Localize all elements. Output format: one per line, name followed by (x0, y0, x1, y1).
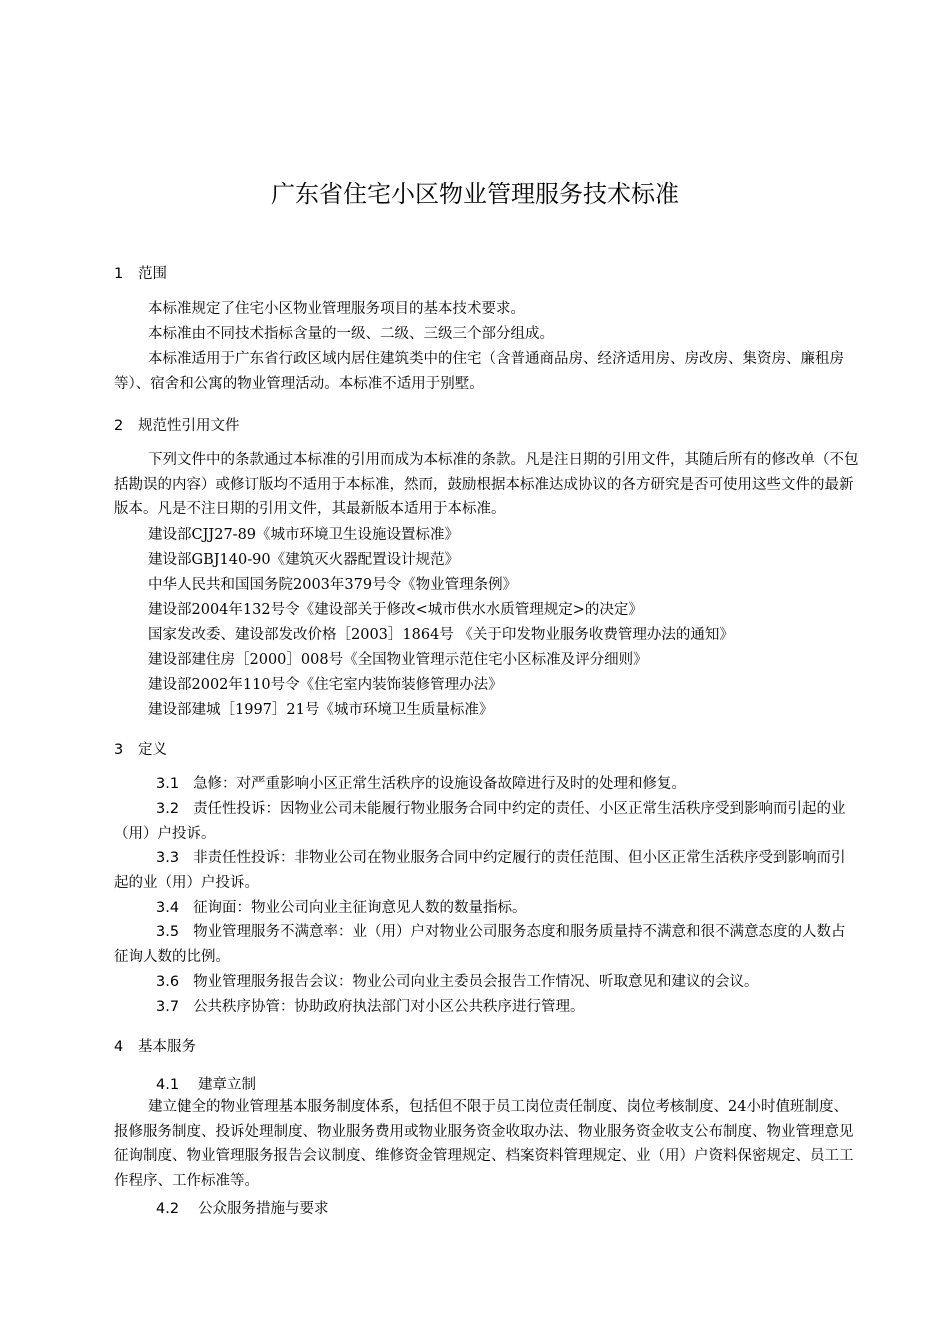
section-title: 规范性引用文件 (138, 418, 240, 434)
subsection-title: 建章立制 (198, 1077, 256, 1093)
definition-text: 急修：对严重影响小区正常生活秩序的设施设备故障进行及时的处理和修复。 (193, 776, 687, 792)
section-number: 3 (114, 742, 124, 758)
paragraph: 本标准由不同技术指标含量的一级、二级、三级三个部分组成。 (148, 326, 554, 342)
definition-number: 3.1 (156, 776, 180, 792)
section-heading-definitions (114, 738, 167, 759)
subsection-title: 公众服务措施与要求 (198, 1201, 329, 1217)
definition-number: 3.4 (156, 900, 180, 916)
definition-number: 3.3 (156, 850, 180, 866)
section-title: 范围 (138, 266, 167, 282)
section-number: 1 (114, 266, 124, 282)
definition-item (114, 995, 859, 1020)
section-title: 定义 (138, 742, 167, 758)
section-number: 2 (114, 418, 124, 434)
reference-item: 建设部2004年132号令《建设部关于修改<城市供水水质管理规定>的决定》 (148, 602, 643, 618)
reference-item: 建设部CJJ27-89《城市环境卫生设施设置标准》 (148, 527, 460, 543)
section-title: 基本服务 (138, 1039, 196, 1055)
definition-text: 征询面：物业公司向业主征询意见人数的数量指标。 (193, 900, 527, 916)
definition-number: 3.2 (156, 801, 180, 817)
subsection-number: 4.1 (156, 1077, 180, 1093)
definition-number: 3.7 (156, 999, 180, 1015)
definition-item (114, 970, 859, 995)
definition-text: 物业管理服务报告会议：物业公司向业主委员会报告工作情况、听取意见和建议的会议。 (193, 974, 759, 990)
definition-text: 责任性投诉：因物业公司未能履行物业服务合同中约定的责任、小区正常生活秩序受到影响而引起的业（用）户投诉。 (114, 801, 846, 842)
definition-text: 公共秩序协管：协助政府执法部门对小区公共秩序进行管理。 (193, 999, 585, 1015)
reference-item: 国家发改委、建设部发改价格［2003］1864号 《关于印发物业服务收费管理办法的通知》 (148, 627, 734, 643)
reference-item: 建设部建城［1997］21号《城市环境卫生质量标准》 (148, 702, 494, 718)
reference-item: 建设部2002年110号令《住宅室内装饰装修管理办法》 (148, 677, 503, 693)
section-heading-basic-services (114, 1035, 196, 1056)
section-heading-normative-references (114, 414, 240, 435)
paragraph: 下列文件中的条款通过本标准的引用而成为本标准的条款。凡是注日期的引用文件，其随后所有的修改单（不包括勘误的内容）或修订版均不适用于本标准，然而，鼓励根据本标准达成协议的各方研究是否可使用这些文件的最新版本。凡是不注日期的引用文件，其最新版本适用于本标准。 (114, 452, 859, 518)
definition-text: 物业管理服务不满意率：业（用）户对物业公司服务态度和服务质量持不满意和很不满意态度的人数占征询人数的比例。 (114, 924, 846, 965)
paragraph: 本标准规定了住宅小区物业管理服务项目的基本技术要求。 (148, 301, 525, 317)
definition-text: 非责任性投诉：非物业公司在物业服务合同中约定履行的责任范围、但小区正常生活秩序受到影响而引起的业（用）户投诉。 (114, 850, 846, 891)
definition-item (114, 846, 859, 895)
definition-item (114, 896, 859, 921)
paragraph: 本标准适用于广东省行政区域内居住建筑类中的住宅（含普通商品房、经济适用房、房改房、集资房、廉租房等）、宿舍和公寓的物业管理活动。本标准不适用于别墅。 (114, 351, 844, 392)
reference-item: 建设部GBJ140-90《建筑灭火器配置设计规范》 (148, 552, 460, 568)
document-title: 广东省住宅小区物业管理服务技术标准 (271, 180, 679, 208)
subsection-number: 4.2 (156, 1201, 180, 1217)
subsection-heading (156, 1197, 329, 1218)
definition-number: 3.5 (156, 924, 180, 940)
definition-number: 3.6 (156, 974, 180, 990)
reference-item: 中华人民共和国国务院2003年379号令《物业管理条例》 (148, 577, 518, 593)
section-number: 4 (114, 1039, 124, 1055)
section-heading-scope (114, 262, 167, 283)
subsection-heading (156, 1073, 256, 1094)
reference-item: 建设部建住房［2000］008号《全国物业管理示范住宅小区标准及评分细则》 (148, 652, 648, 668)
definition-item (114, 797, 859, 846)
paragraph: 建立健全的物业管理基本服务制度体系，包括但不限于员工岗位责任制度、岗位考核制度、24小时值班制度、报修服务制度、投诉处理制度、物业服务费用或物业服务资金收取办法、物业服务资金收支公布制度、物业管理意见征询制度、物业管理服务报告会议制度、维修资金管理规定、档案资料管理规定、业（用）户资料保密规定、员工工作程序、工作标准等。 (114, 1099, 854, 1189)
definition-item (114, 772, 859, 797)
definition-item (114, 920, 859, 969)
